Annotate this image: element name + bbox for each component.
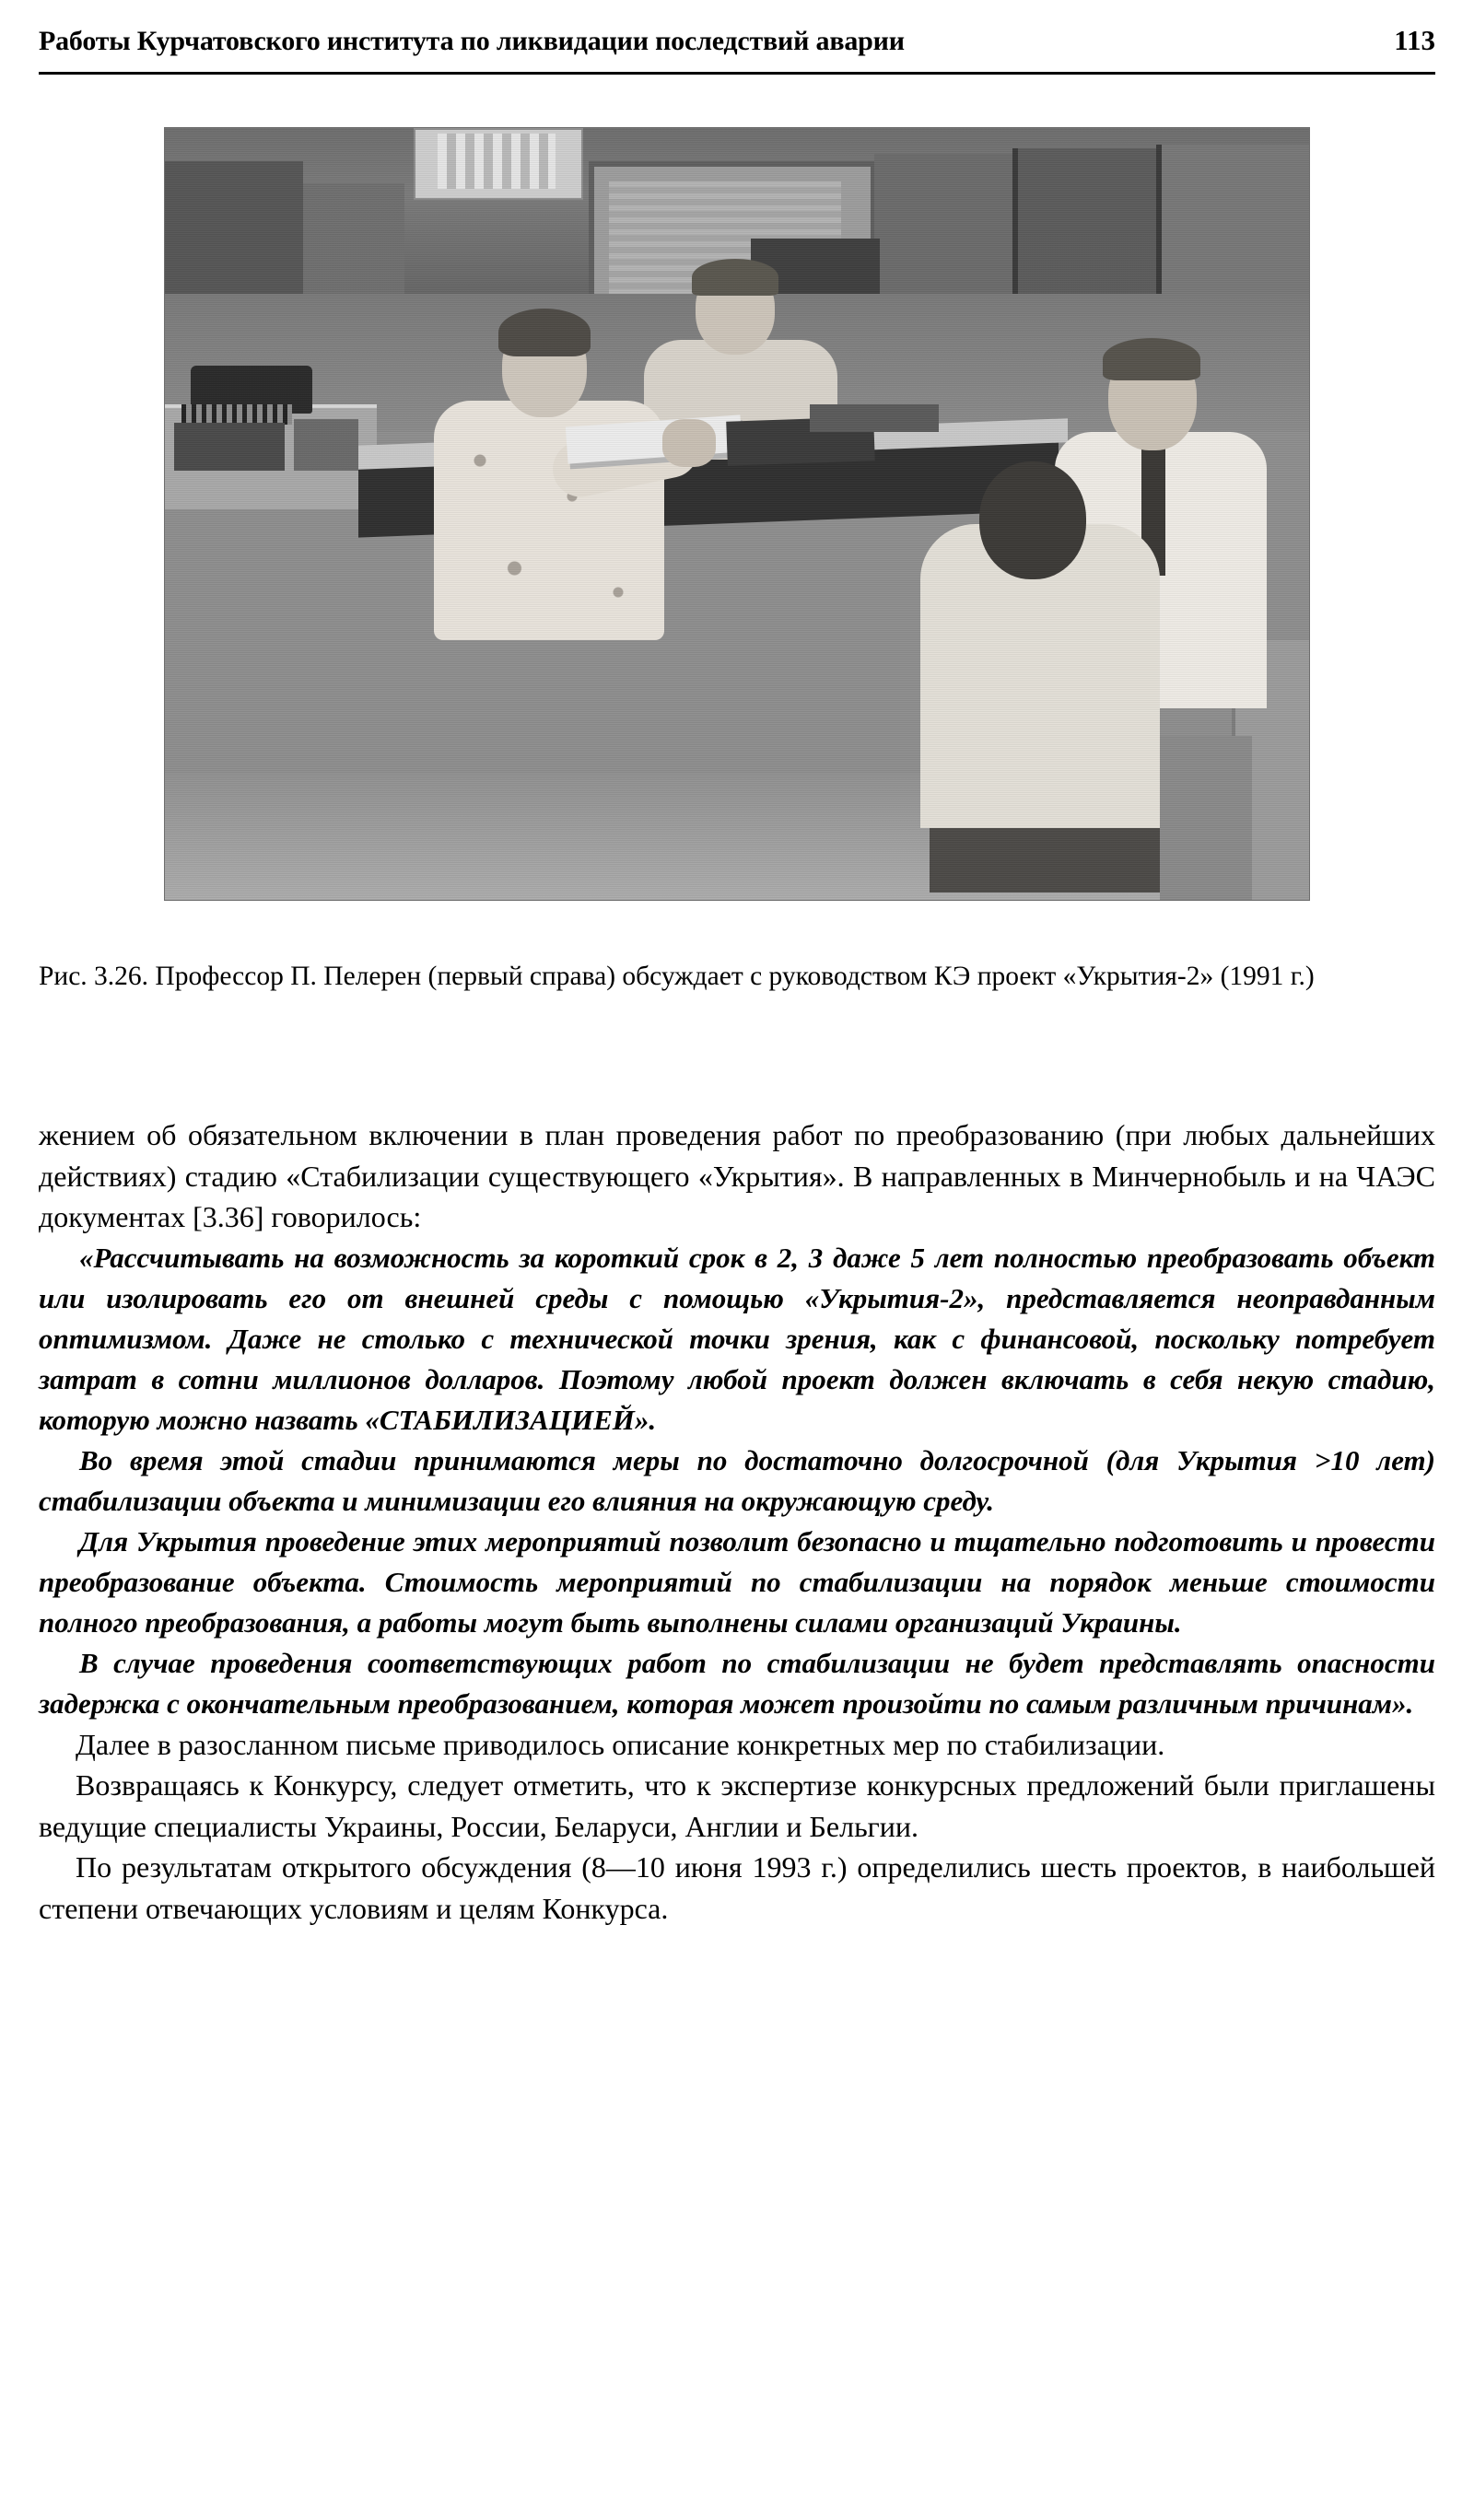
photo-person-back-hair: [692, 259, 778, 296]
figure-photo: [164, 127, 1310, 901]
photo-person-foreground-head: [979, 461, 1086, 579]
quote-paragraph-4: В случае проведения соответствующих работ по стабилизации не будет представлять опасности задержка с окончательным преобразованием, которая может произойти по самым различным причинам».: [39, 1646, 1435, 1720]
photo-cabinet-left: [165, 161, 303, 299]
photo-person-left-hair: [498, 309, 591, 356]
page-number: 113: [1394, 24, 1435, 56]
quoted-document: [39, 1238, 1435, 1724]
photo-person-right-hair: [1103, 338, 1200, 380]
paragraph-1: жением об обязательном включении в план проведения работ по преобразованию (при любых дальнейших действиях) стадию «Стабилизации существующего «Укрытия». В направленных в Минчернобыль и на ЧАЭС документах [3.36] говорилось:: [39, 1118, 1435, 1233]
paragraph-2: Далее в разосланном письме приводилось описание конкретных мер по стабилизации.: [76, 1727, 1165, 1761]
photo-person-left-hand: [662, 419, 716, 467]
photo-chair-back: [1160, 736, 1252, 901]
figure-caption-line-2: «Укрытия-2» (1991 г.): [1062, 962, 1315, 991]
photo-telephone-cord: [181, 404, 292, 425]
running-header-title: Работы Курчатовского института по ликвидации последствий аварии: [39, 26, 905, 56]
paragraph-4: По результатам открытого обсуждения (8—10 июня 1993 г.) определились шесть проектов, в наибольшей степени отвечающих условиям и целям Конкурса.: [39, 1850, 1435, 1925]
figure-caption-line-1: Рис. 3.26. Профессор П. Пелерен (первый справа) обсуждает с руководством КЭ проект: [39, 962, 1057, 991]
photo-folder-2: [810, 404, 939, 432]
photo-desk-items-2: [294, 419, 358, 471]
quote-paragraph-3: Для Укрытия проведение этих мероприятий позволит безопасно и тщательно подготовить и провести преобразование объекта. Стоимость мероприятий по стабилизации на порядок меньше стоимости полного преобразования, а работы могут быть выполнены силами организаций Украины.: [39, 1524, 1435, 1639]
photo-ceiling-light-inner: [438, 134, 556, 189]
header-divider: [39, 72, 1435, 75]
figure-caption: [39, 958, 1435, 996]
body-text: [39, 1114, 1435, 1929]
running-header: [39, 24, 1435, 57]
quote-paragraph-1: «Рассчитывать на возможность за короткий срок в 2, 3 даже 5 лет полностью преобразовать объект или изолировать его от внешней среды с помощью «Укрытия-2», представляется неоправданным оптимизмом. Даже не столько с технической точки зрения, как с финансовой, поскольку потребует затрат в сотни миллионов долларов. Поэтому любой проект должен включать в себя некую стадию, которую можно назвать «СТАБИЛИЗАЦИЕЙ».: [39, 1241, 1435, 1436]
photo-cabinet-left-2: [303, 183, 404, 303]
photo-desk-items-1: [174, 423, 285, 471]
paragraph-3: Возвращаясь к Конкурсу, следует отметить, что к экспертизе конкурсных предложений были приглашены ведущие специалисты Украины, России, Беларуси, Англии и Бельгии.: [39, 1768, 1435, 1843]
quote-paragraph-2: Во время этой стадии принимаются меры по достаточно долгосрочной (для Укрытия >10 лет) стабилизации объекта и минимизации его влияния на окружающую среду.: [39, 1443, 1435, 1517]
